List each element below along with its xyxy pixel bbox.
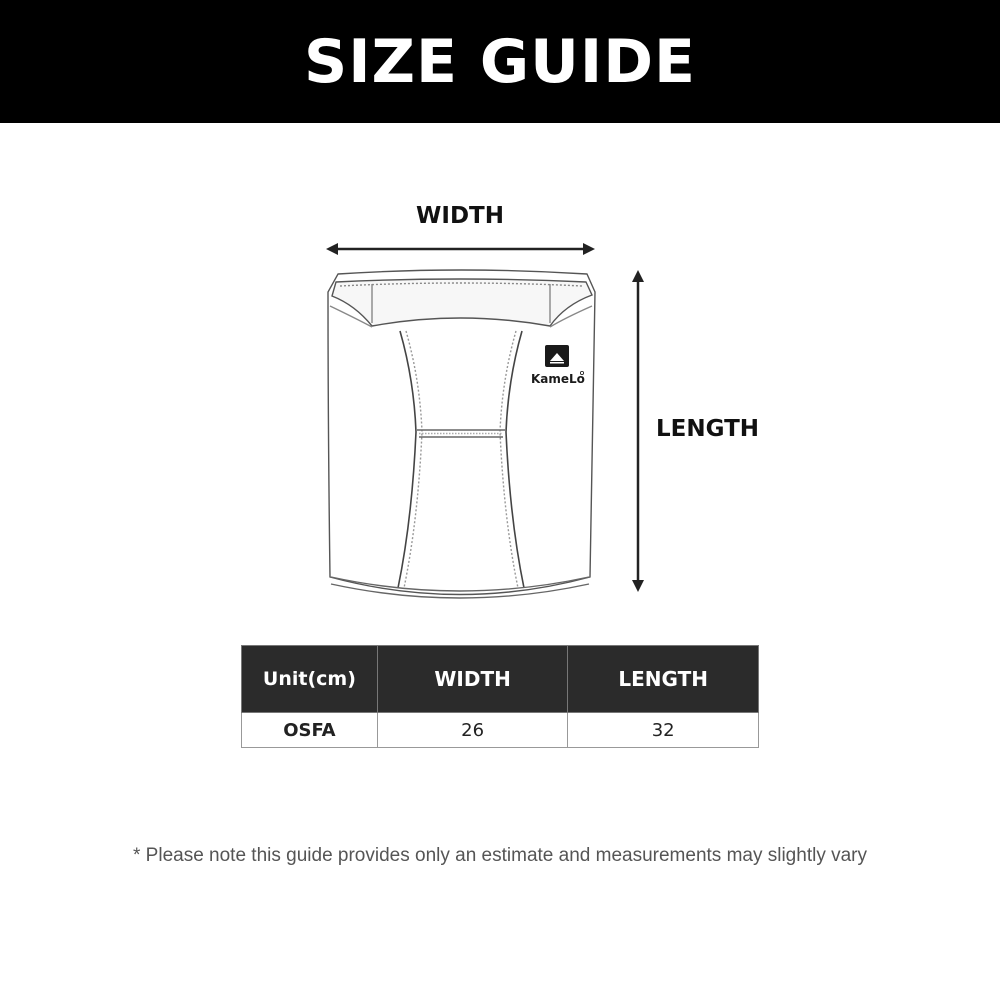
page-title: SIZE GUIDE xyxy=(303,26,696,97)
width-value-cell: 26 xyxy=(377,713,568,748)
column-header-width: WIDTH xyxy=(377,646,568,713)
length-value-cell: 32 xyxy=(568,713,759,748)
disclaimer-note: * Please note this guide provides only an estimate and measurements may slightly vary xyxy=(133,845,867,866)
size-table xyxy=(241,645,759,748)
table-row xyxy=(242,713,759,748)
width-arrow xyxy=(326,243,595,255)
column-header-length: LENGTH xyxy=(568,646,759,713)
brand-logo-text: KameLo xyxy=(531,372,585,386)
table-header-row xyxy=(242,646,759,713)
length-arrow xyxy=(632,270,644,592)
column-header-unit: Unit(cm) xyxy=(242,646,378,713)
width-label: WIDTH xyxy=(416,203,504,229)
gaiter-outline xyxy=(328,270,595,598)
size-cell: OSFA xyxy=(242,713,378,748)
length-label: LENGTH xyxy=(656,416,760,442)
